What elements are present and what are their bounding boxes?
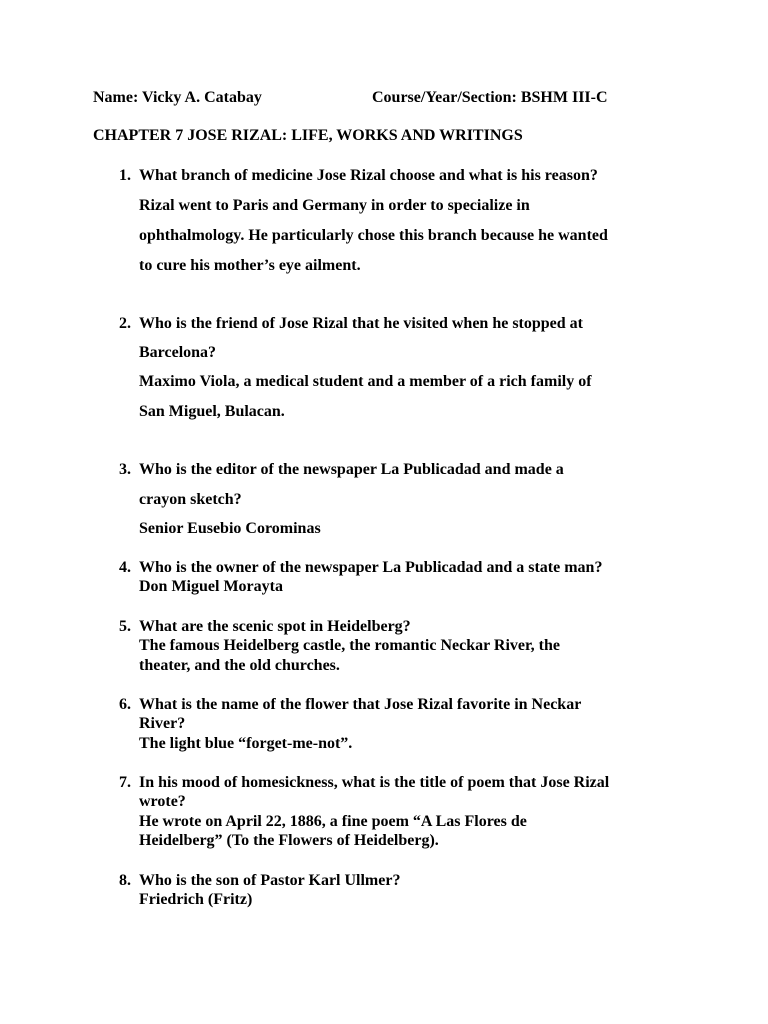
question-line: River?: [139, 715, 186, 732]
answer-line: theater, and the old churches.: [139, 657, 340, 674]
item-number: 2.: [119, 315, 131, 332]
question-line: Who is the son of Pastor Karl Ullmer?: [139, 872, 401, 889]
answer-line: He wrote on April 22, 1886, a fine poem “A Las Flores de: [139, 813, 527, 830]
question-line: Barcelona?: [139, 344, 217, 361]
course-section: Course/Year/Section: BSHM III-C: [372, 89, 608, 106]
chapter-title: CHAPTER 7 JOSE RIZAL: LIFE, WORKS AND WRITINGS: [93, 127, 523, 144]
answer-line: Maximo Viola, a medical student and a member of a rich family of: [139, 373, 592, 390]
answer-line: Senior Eusebio Corominas: [139, 520, 321, 537]
question-line: crayon sketch?: [139, 491, 242, 508]
item-number: 5.: [119, 618, 131, 635]
question-line: In his mood of homesickness, what is the title of poem that Jose Rizal: [139, 774, 610, 791]
answer-line: Heidelberg” (To the Flowers of Heidelberg).: [139, 832, 439, 849]
item-number: 4.: [119, 559, 131, 576]
answer-line: San Miguel, Bulacan.: [139, 403, 285, 420]
question-line: What are the scenic spot in Heidelberg?: [139, 618, 411, 635]
question-line: Who is the editor of the newspaper La Publicadad and made a: [139, 461, 564, 478]
student-name: Name: Vicky A. Catabay: [93, 89, 262, 106]
question-line: Who is the owner of the newspaper La Publicadad and a state man?: [139, 559, 603, 576]
item-number: 8.: [119, 872, 131, 889]
question-line: What is the name of the flower that Jose Rizal favorite in Neckar: [139, 696, 582, 713]
item-number: 1.: [119, 167, 131, 184]
answer-line: The light blue “forget-me-not”.: [139, 735, 353, 752]
answer-line: Don Miguel Morayta: [139, 578, 283, 595]
question-line: What branch of medicine Jose Rizal choose and what is his reason?: [139, 167, 598, 184]
answer-line: The famous Heidelberg castle, the romantic Neckar River, the: [139, 637, 560, 654]
question-line: Who is the friend of Jose Rizal that he visited when he stopped at: [139, 315, 584, 332]
item-number: 6.: [119, 696, 131, 713]
item-number: 3.: [119, 461, 131, 478]
answer-line: Rizal went to Paris and Germany in order to specialize in: [139, 197, 530, 214]
item-number: 7.: [119, 774, 131, 791]
answer-line: Friedrich (Fritz): [139, 891, 253, 908]
question-line: wrote?: [139, 793, 186, 810]
answer-line: ophthalmology. He particularly chose this branch because he wanted: [139, 227, 608, 244]
answer-line: to cure his mother’s eye ailment.: [139, 257, 361, 274]
